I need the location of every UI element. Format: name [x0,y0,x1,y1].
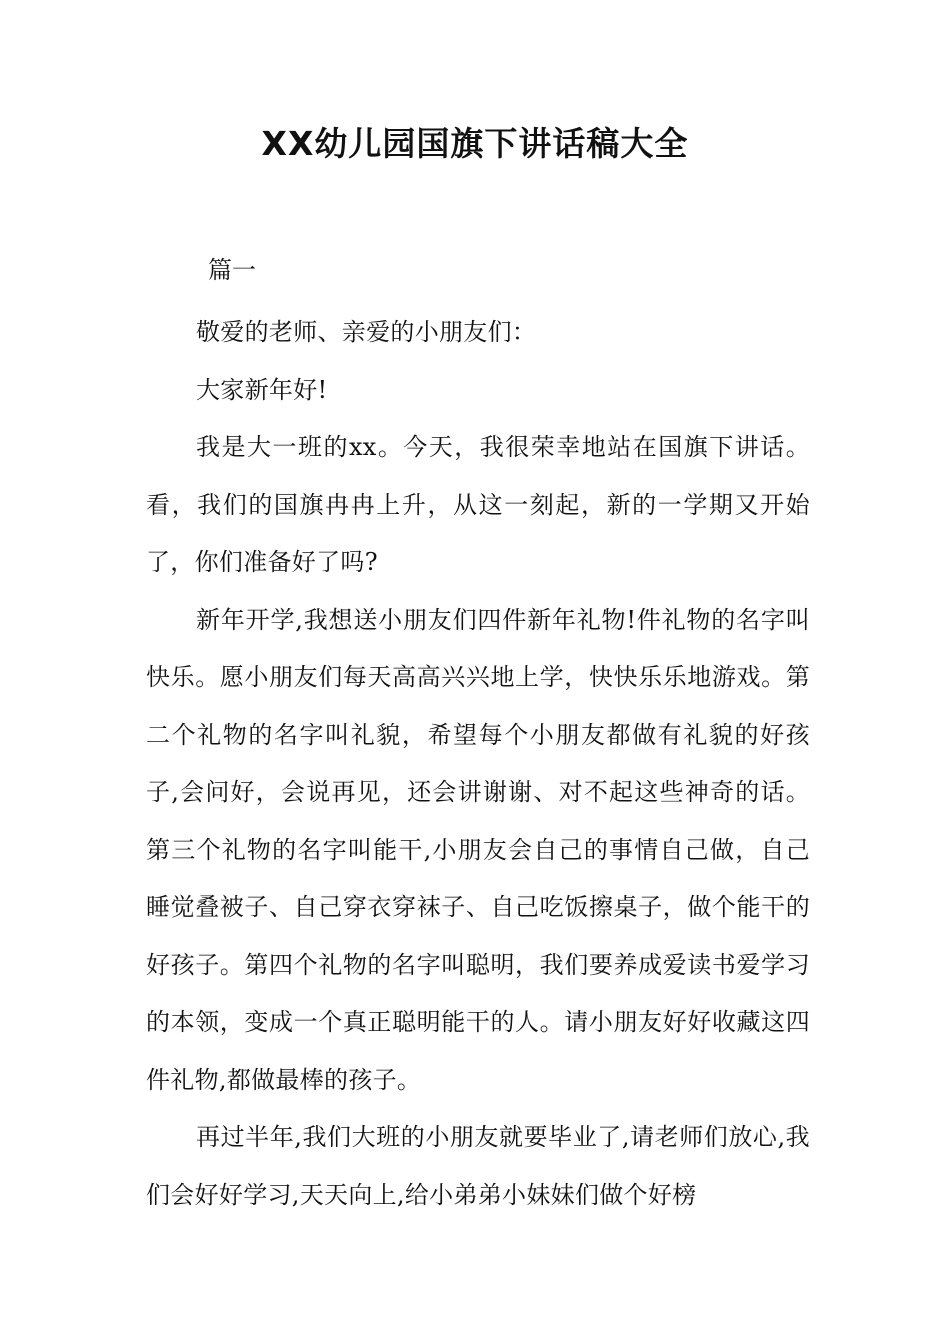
closing-paragraph: 再过半年,我们大班的小朋友就要毕业了,请老师们放心,我们会好好学习,天天向上,给小弟弟小妹妹们做个好榜 [146,1123,810,1209]
greeting-paragraph: 敬爱的老师、亲爱的小朋友们： [196,318,537,346]
intro-paragraph: 我是大一班的xx。今天，我很荣幸地站在国旗下讲话。看，我们的国旗冉冉上升，从这一刻起，新的一学期又开始了，你们准备好了吗? [146,433,810,576]
gifts-paragraph: 新年开学,我想送小朋友们四件新年礼物!件礼物的名字叫快乐。愿小朋友们每天高高兴兴地上学，快快乐乐地游戏。第二个礼物的名字叫礼貌，希望每个小朋友都做有礼貌的好孩子,会问好，会说再见，还会讲谢谢、对不起这些神奇的话。第三个礼物的名字叫能干,小朋友会自己的事情自己做，自己睡觉叠被子、自己穿衣穿袜子、自己吃饭擦桌子，做个能干的好孩子。第四个礼物的名字叫聪明，我们要养成爱读书爱学习的本领，变成一个真正聪明能干的人。请小朋友好好收藏这四件礼物,都做最棒的孩子。 [146,605,810,1094]
section-label: 篇一 [208,256,256,284]
new-year-paragraph: 大家新年好! [196,375,328,404]
document-body [146,304,810,1224]
document-title: XX幼儿园国旗下讲话稿大全 [261,124,689,163]
